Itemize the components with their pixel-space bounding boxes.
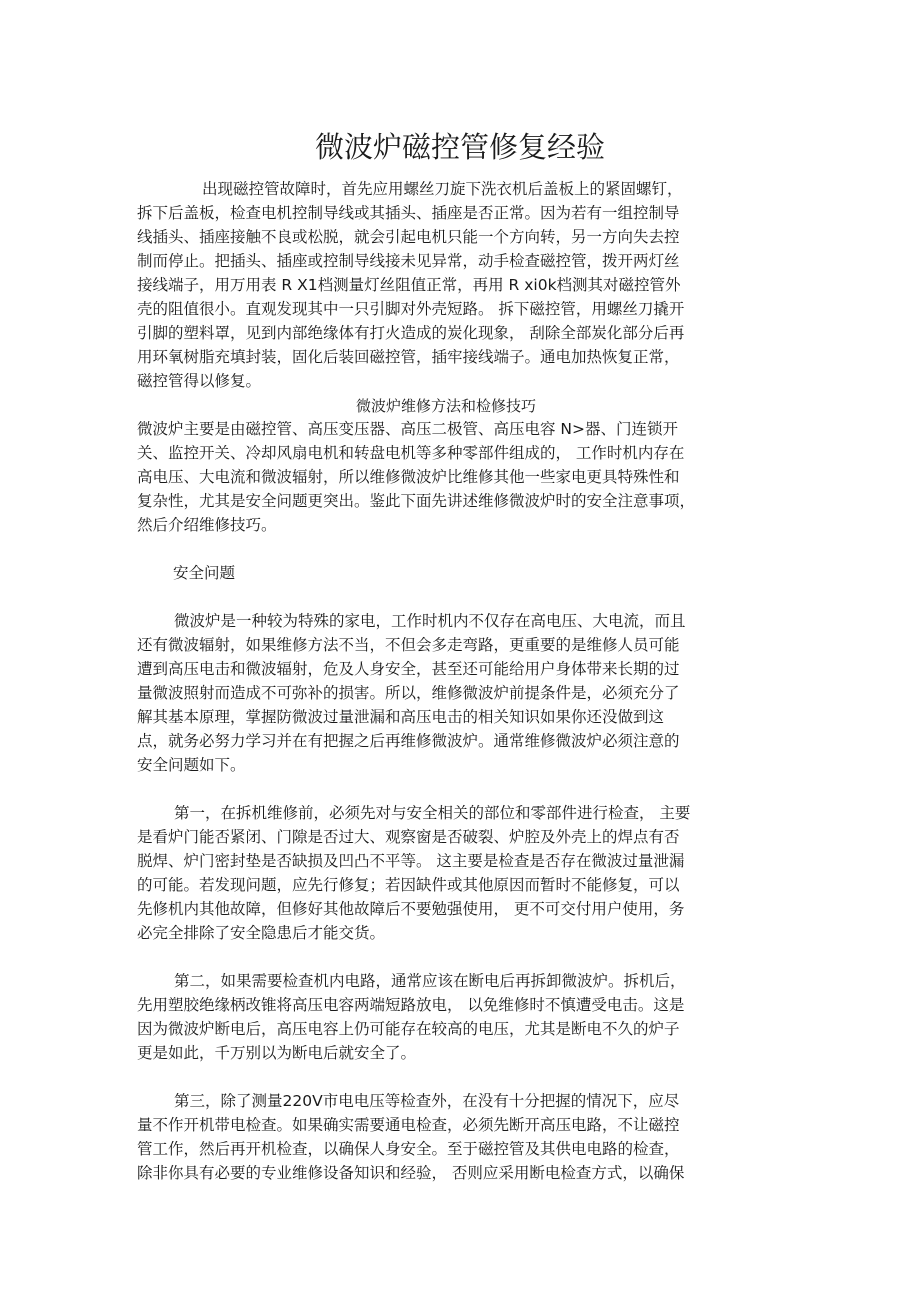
document-title: 微波炉磁控管修复经验 bbox=[314, 130, 605, 164]
intro-line-9: 磁控管得以修复。 bbox=[137, 372, 262, 390]
point1-line-3: 脱焊、炉门密封垫是否缺损及凹凸不平等。 这主要是检查是否存在微波过量泄漏 bbox=[137, 852, 685, 870]
point3-line-4: 除非你具有必要的专业维修设备知识和经验， 否则应采用断电检查方式，以确保 bbox=[137, 1164, 685, 1182]
intro-line-6: 壳的阻值很小。直观发现其中一只引脚对外壳短路。 拆下磁控管，用螺丝刀撬开 bbox=[137, 300, 685, 318]
intro-line-5: 接线端子，用万用表 R X1档测量灯丝阻值正常，再用 R xi0k档测其对磁控管外 bbox=[137, 276, 681, 294]
safety-heading: 安全问题 bbox=[173, 564, 236, 582]
point1-line-6: 必完全排除了安全隐患后才能交货。 bbox=[137, 924, 386, 942]
intro-line-1: 出现磁控管故障时，首先应用螺丝刀旋下洗衣机后盖板上的紧固螺钉， bbox=[202, 180, 683, 198]
section-subtitle: 微波炉维修方法和检修技巧 bbox=[356, 397, 537, 415]
point2-line-1: 第二，如果需要检查机内电路，通常应该在断电后再拆卸微波炉。拆机后， bbox=[174, 972, 686, 990]
point3-line-2: 量不作开机带电检查。如果确实需要通电检查，必须先断开高压电路，不让磁控 bbox=[137, 1116, 680, 1134]
overview-line-2: 关、监控开关、冷却风扇电机和转盘电机等多种零部件组成的， 工作时机内存在 bbox=[137, 444, 685, 462]
overview-line-3: 高电压、大电流和微波辐射，所以维修微波炉比维修其他一些家电更具特殊性和 bbox=[137, 468, 680, 486]
point3-line-1: 第三，除了测量220V市电电压等检查外，在没有十分把握的情况下，应尽 bbox=[174, 1092, 680, 1110]
safety-line-2: 还有微波辐射，如果维修方法不当，不但会多走弯路，更重要的是维修人员可能 bbox=[137, 636, 680, 654]
intro-line-8: 用环氧树脂充填封装，固化后装回磁控管，插牢接线端子。通电加热恢复正常， bbox=[137, 348, 680, 366]
intro-line-3: 线插头、插座接触不良或松脱，就会引起电机只能一个方向转，另一方向失去控 bbox=[137, 228, 680, 246]
point1-line-2: 是看炉门能否紧闭、门隙是否过大、观察窗是否破裂、炉腔及外壳上的焊点有否 bbox=[137, 828, 680, 846]
safety-line-4: 量微波照射而造成不可弥补的损害。所以，维修微波炉前提条件是，必须充分了 bbox=[137, 684, 680, 702]
intro-line-2: 拆下后盖板，检查电机控制导线或其插头、插座是否正常。因为若有一组控制导 bbox=[137, 204, 680, 222]
intro-line-4: 制而停止。把插头、插座或控制导线接未见异常，动手检查磁控管，拨开两灯丝 bbox=[137, 252, 680, 270]
overview-line-1: 微波炉主要是由磁控管、高压变压器、高压二极管、高压电容 N>器、门连锁开 bbox=[137, 420, 679, 438]
overview-line-5: 然后介绍维修技巧。 bbox=[137, 516, 277, 534]
overview-line-4: 复杂性，尤其是安全问题更突出。鉴此下面先讲述维修微波炉时的安全注意事项， bbox=[137, 492, 696, 510]
safety-line-3: 遭到高压电击和微波辐射，危及人身安全，甚至还可能给用户身体带来长期的过 bbox=[137, 660, 680, 678]
point2-line-3: 因为微波炉断电后，高压电容上仍可能存在较高的电压，尤其是断电不久的炉子 bbox=[137, 1020, 680, 1038]
point2-line-2: 先用塑胶绝缘柄改锥将高压电容两端短路放电， 以免维修时不慎遭受电击。这是 bbox=[137, 996, 685, 1014]
point1-line-4: 的可能。若发现问题，应先行修复；若因缺件或其他原因而暂时不能修复，可以 bbox=[137, 876, 680, 894]
point2-line-4: 更是如此，千万别以为断电后就安全了。 bbox=[137, 1044, 417, 1062]
safety-line-7: 安全问题如下。 bbox=[137, 756, 246, 774]
safety-line-6: 点，就务必努力学习并在有把握之后再维修微波炉。通常维修微波炉必须注意的 bbox=[137, 732, 680, 750]
point1-line-1: 第一，在拆机维修前，必须先对与安全相关的部位和零部件进行检查， 主要 bbox=[174, 804, 691, 822]
safety-line-5: 解其基本原理，掌握防微波过量泄漏和高压电击的相关知识如果你还没做到这 bbox=[137, 708, 665, 726]
point3-line-3: 管工作，然后再开机检查，以确保人身安全。至于磁控管及其供电电路的检查， bbox=[137, 1140, 680, 1158]
safety-line-1: 微波炉是一种较为特殊的家电，工作时机内不仅存在高电压、大电流，而且 bbox=[174, 612, 686, 630]
intro-line-7: 引脚的塑料罩，见到内部绝缘体有打火造成的炭化现象， 刮除全部炭化部分后再 bbox=[137, 324, 685, 342]
point1-line-5: 先修机内其他故障，但修好其他故障后不要勉强使用， 更不可交付用户使用，务 bbox=[137, 900, 685, 918]
